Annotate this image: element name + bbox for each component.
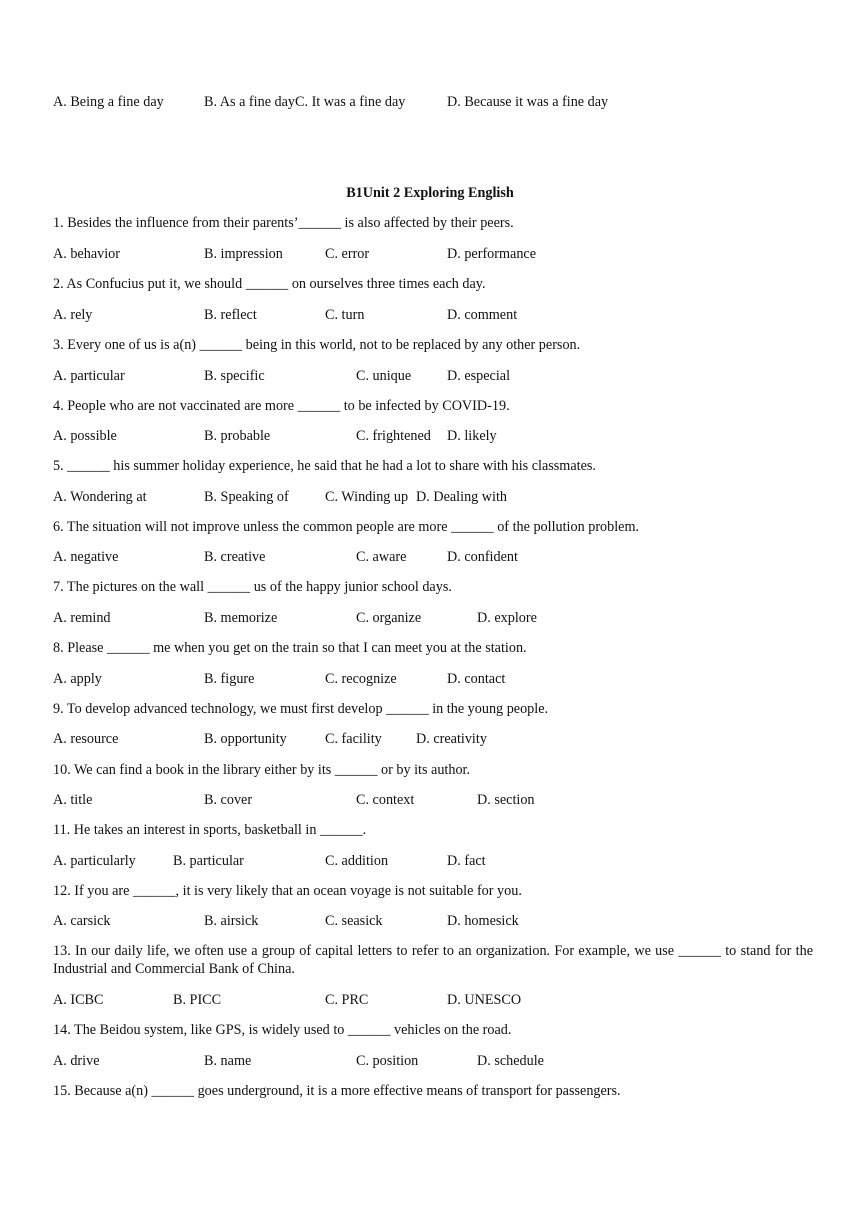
option: B. cover — [204, 792, 253, 808]
option: B. specific — [204, 368, 265, 384]
option: C. addition — [325, 853, 389, 869]
option: D. performance — [447, 246, 537, 262]
question-11: 11. He takes an interest in sports, basketball in ______. — [53, 822, 367, 838]
option: D. homesick — [447, 913, 519, 929]
option: A. behavior — [53, 246, 120, 262]
question-12: 12. If you are ______, it is very likely that an ocean voyage is not suitable for you. — [53, 883, 522, 899]
unit-title: B1Unit 2 Exploring English — [346, 185, 514, 201]
option: C. unique — [356, 368, 412, 384]
option: D. contact — [447, 671, 506, 687]
question-6: 6. The situation will not improve unless the common people are more ______ of the pollution problem. — [53, 519, 640, 535]
option: D. especial — [447, 368, 511, 384]
option: A. carsick — [53, 913, 111, 929]
option: A. resource — [53, 731, 119, 747]
option: D. creativity — [416, 731, 487, 747]
question-13: 13. In our daily life, we often use a group of capital letters to refer to an organization. For example, we use ______ to stand for the Industrial and Commercial Bank of China. — [53, 943, 813, 977]
option: D. fact — [447, 853, 486, 869]
option: A. apply — [53, 671, 102, 687]
question-7: 7. The pictures on the wall ______ us of the happy junior school days. — [53, 579, 452, 595]
option: D. schedule — [477, 1053, 544, 1069]
option: A. rely — [53, 307, 93, 323]
question-2: 2. As Confucius put it, we should ______ on ourselves three times each day. — [53, 276, 486, 292]
question-10: 10. We can find a book in the library either by its ______ or by its author. — [53, 762, 471, 778]
option: C. recognize — [325, 671, 397, 687]
option: C. aware — [356, 549, 407, 565]
option: C. error — [325, 246, 370, 262]
option: D. comment — [447, 307, 518, 323]
option: A. remind — [53, 610, 111, 626]
option: B. memorize — [204, 610, 278, 626]
option: C. turn — [325, 307, 365, 323]
question-9: 9. To develop advanced technology, we must first develop ______ in the young people. — [53, 701, 549, 717]
prev-option-d: D. Because it was a fine day — [447, 94, 609, 110]
option: C. facility — [325, 731, 382, 747]
option: B. probable — [204, 428, 271, 444]
option: D. confident — [447, 549, 518, 565]
option: B. opportunity — [204, 731, 287, 747]
option: B. figure — [204, 671, 255, 687]
option: A. title — [53, 792, 93, 808]
option: C. Winding up — [325, 489, 409, 505]
option: D. Dealing with — [416, 489, 508, 505]
option: A. drive — [53, 1053, 100, 1069]
question-14: 14. The Beidou system, like GPS, is widely used to ______ vehicles on the road. — [53, 1022, 512, 1038]
option: B. airsick — [204, 913, 259, 929]
option: C. seasick — [325, 913, 383, 929]
prev-option-b-c: B. As a fine dayC. It was a fine day — [204, 94, 406, 110]
option: B. particular — [173, 853, 244, 869]
option: D. UNESCO — [447, 992, 522, 1008]
prev-option-a: A. Being a fine day — [53, 94, 164, 110]
option: B. name — [204, 1053, 252, 1069]
option: A. particular — [53, 368, 125, 384]
option: C. PRC — [325, 992, 369, 1008]
option: B. reflect — [204, 307, 257, 323]
question-8: 8. Please ______ me when you get on the train so that I can meet you at the station. — [53, 640, 527, 656]
option: B. Speaking of — [204, 489, 289, 505]
option: B. creative — [204, 549, 266, 565]
question-4: 4. People who are not vaccinated are more ______ to be infected by COVID-19. — [53, 398, 510, 414]
option: D. explore — [477, 610, 537, 626]
option: A. ICBC — [53, 992, 104, 1008]
option: C. frightened — [356, 428, 431, 444]
option: B. PICC — [173, 992, 222, 1008]
question-15: 15. Because a(n) ______ goes underground, it is a more effective means of transport for passengers. — [53, 1083, 621, 1099]
option: A. particularly — [53, 853, 136, 869]
question-3: 3. Every one of us is a(n) ______ being in this world, not to be replaced by any other person. — [53, 337, 581, 353]
option: D. likely — [447, 428, 497, 444]
option: B. impression — [204, 246, 283, 262]
option: C. position — [356, 1053, 419, 1069]
option: A. possible — [53, 428, 117, 444]
option: C. organize — [356, 610, 422, 626]
option: A. Wondering at — [53, 489, 147, 505]
question-5: 5. ______ his summer holiday experience, he said that he had a lot to share with his classmates. — [53, 458, 596, 474]
option: D. section — [477, 792, 535, 808]
question-1: 1. Besides the influence from their parents’______ is also affected by their peers. — [53, 215, 514, 231]
option: A. negative — [53, 549, 119, 565]
option: C. context — [356, 792, 415, 808]
